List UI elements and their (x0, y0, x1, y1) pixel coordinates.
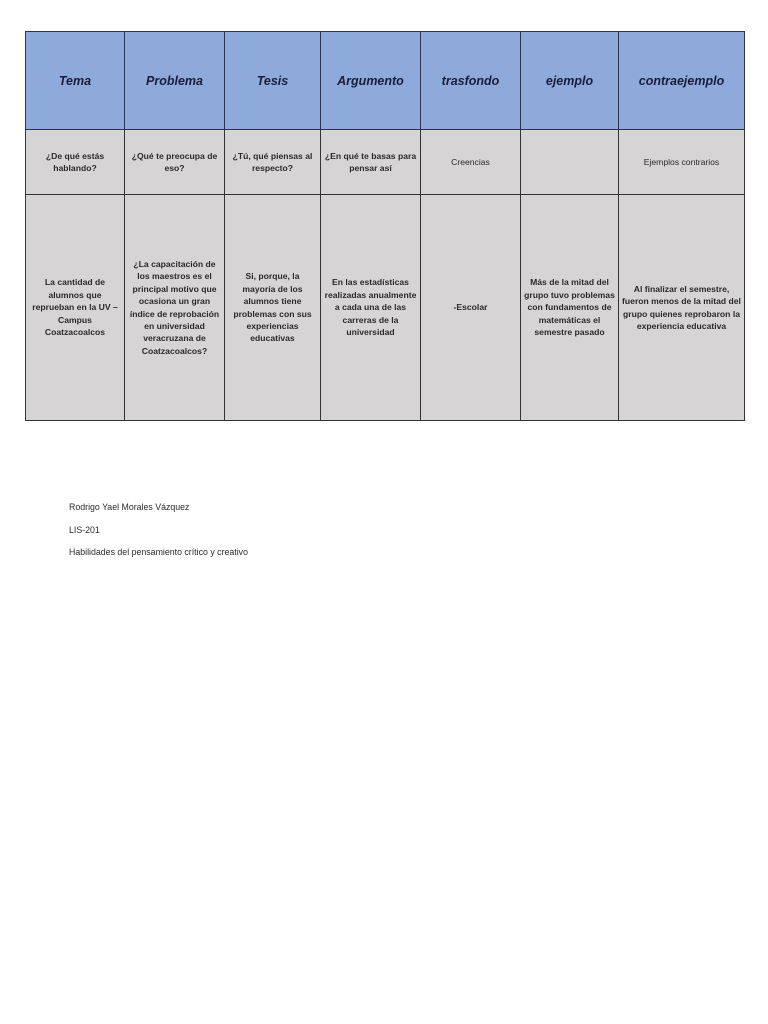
header-trasfondo: trasfondo (421, 32, 521, 130)
question-trasfondo: Creencias (421, 130, 521, 195)
answer-argumento: En las estadísticas realizadas anualmente a cada una de las carreras de la universidad (321, 195, 421, 421)
header-ejemplo: ejemplo (521, 32, 619, 130)
answer-tema: La cantidad de alumnos que reprueban en la UV – Campus Coatzacoalcos (26, 195, 125, 421)
header-tesis: Tesis (225, 32, 321, 130)
header-problema: Problema (125, 32, 225, 130)
answer-problema: ¿La capacitación de los maestros es el principal motivo que ocasiona un gran índice de reprobación en universidad veracruzana de Coatzacoalcos? (125, 195, 225, 421)
answer-tesis: Si, porque, la mayoría de los alumnos tiene problemas con sus experiencias educativas (225, 195, 321, 421)
document-footer (69, 502, 248, 570)
question-contraejemplo: Ejemplos contrarios (619, 130, 745, 195)
answer-contraejemplo: Al finalizar el semestre, fueron menos de la mitad del grupo quienes reprobaron la experiencia educativa (619, 195, 745, 421)
question-tema: ¿De qué estás hablando? (26, 130, 125, 195)
concept-table (25, 31, 745, 421)
author-name: Rodrigo Yael Morales Vázquez (69, 502, 190, 512)
question-ejemplo (521, 130, 619, 195)
header-argumento: Argumento (321, 32, 421, 130)
question-row (26, 130, 745, 195)
answer-ejemplo: Más de la mitad del grupo tuvo problemas con fundamentos de matemáticas el semestre pasado (521, 195, 619, 421)
answer-trasfondo: -Escolar (421, 195, 521, 421)
header-tema: Tema (26, 32, 125, 130)
question-problema: ¿Qué te preocupa de eso? (125, 130, 225, 195)
question-argumento: ¿En qué te basas para pensar así (321, 130, 421, 195)
header-row (26, 32, 745, 130)
group-code: LIS-201 (69, 524, 100, 535)
course-name: Habilidades del pensamiento crítico y creativo (69, 547, 248, 557)
question-tesis: ¿Tú, qué piensas al respecto? (225, 130, 321, 195)
header-contraejemplo: contraejemplo (619, 32, 745, 130)
answer-row (26, 195, 745, 421)
